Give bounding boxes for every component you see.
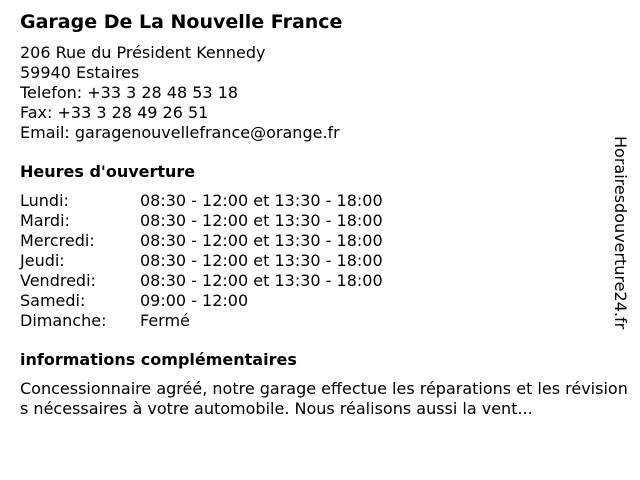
- site-watermark: Horairesdouverture24.fr: [611, 136, 630, 330]
- hours-row-lundi: [20, 191, 620, 211]
- fax-row: [20, 103, 620, 123]
- info-heading: informations complémentaires: [20, 350, 297, 369]
- hours-row-mardi: [20, 211, 620, 231]
- hours-day: Mardi:: [20, 211, 70, 230]
- hours-day: Samedi:: [20, 291, 86, 310]
- hours-row-dimanche: [20, 311, 620, 331]
- hours-row-mercredi: [20, 231, 620, 251]
- hours-time: 08:30 - 12:00 et 13:30 - 18:00: [140, 251, 383, 270]
- hours-time: 08:30 - 12:00 et 13:30 - 18:00: [140, 271, 383, 290]
- info-description: Concessionnaire agréé, notre garage effectue les réparations et les révisions nécessaires à votre automobile. Nous réalisons aussi la vent...: [20, 379, 628, 418]
- business-name: Garage De La Nouvelle France: [20, 11, 343, 33]
- hours-time: 08:30 - 12:00 et 13:30 - 18:00: [140, 231, 383, 250]
- hours-day: Mercredi:: [20, 231, 95, 250]
- address-street: 206 Rue du Président Kennedy: [20, 43, 266, 62]
- spacer: [20, 331, 620, 350]
- hours-day: Vendredi:: [20, 271, 96, 290]
- phone-label: Telefon:: [20, 83, 83, 102]
- hours-row-vendredi: [20, 271, 620, 291]
- hours-time: 08:30 - 12:00 et 13:30 - 18:00: [140, 211, 383, 230]
- hours-day: Lundi:: [20, 191, 69, 210]
- hours-row-jeudi: [20, 251, 620, 271]
- hours-day: Jeudi:: [20, 251, 65, 270]
- hours-day: Dimanche:: [20, 311, 107, 330]
- opening-hours-list: [20, 191, 620, 331]
- contact-block: [20, 43, 620, 143]
- email-link[interactable]: garagenouvellefrance@orange.fr: [74, 123, 340, 142]
- spacer: [20, 143, 620, 162]
- hours-row-samedi: [20, 291, 620, 311]
- hours-time: Fermé: [140, 311, 190, 330]
- hours-time: 09:00 - 12:00: [140, 291, 249, 310]
- phone-row: [20, 83, 620, 103]
- email-row: [20, 123, 620, 143]
- fax-number: +33 3 28 49 26 51: [57, 103, 209, 122]
- fax-label: Fax:: [20, 103, 53, 122]
- address-city: 59940 Estaires: [20, 63, 140, 82]
- hours-time: 08:30 - 12:00 et 13:30 - 18:00: [140, 191, 383, 210]
- hours-heading: Heures d'ouverture: [20, 162, 196, 181]
- email-label: Email:: [20, 123, 70, 142]
- phone-number[interactable]: +33 3 28 48 53 18: [87, 83, 239, 102]
